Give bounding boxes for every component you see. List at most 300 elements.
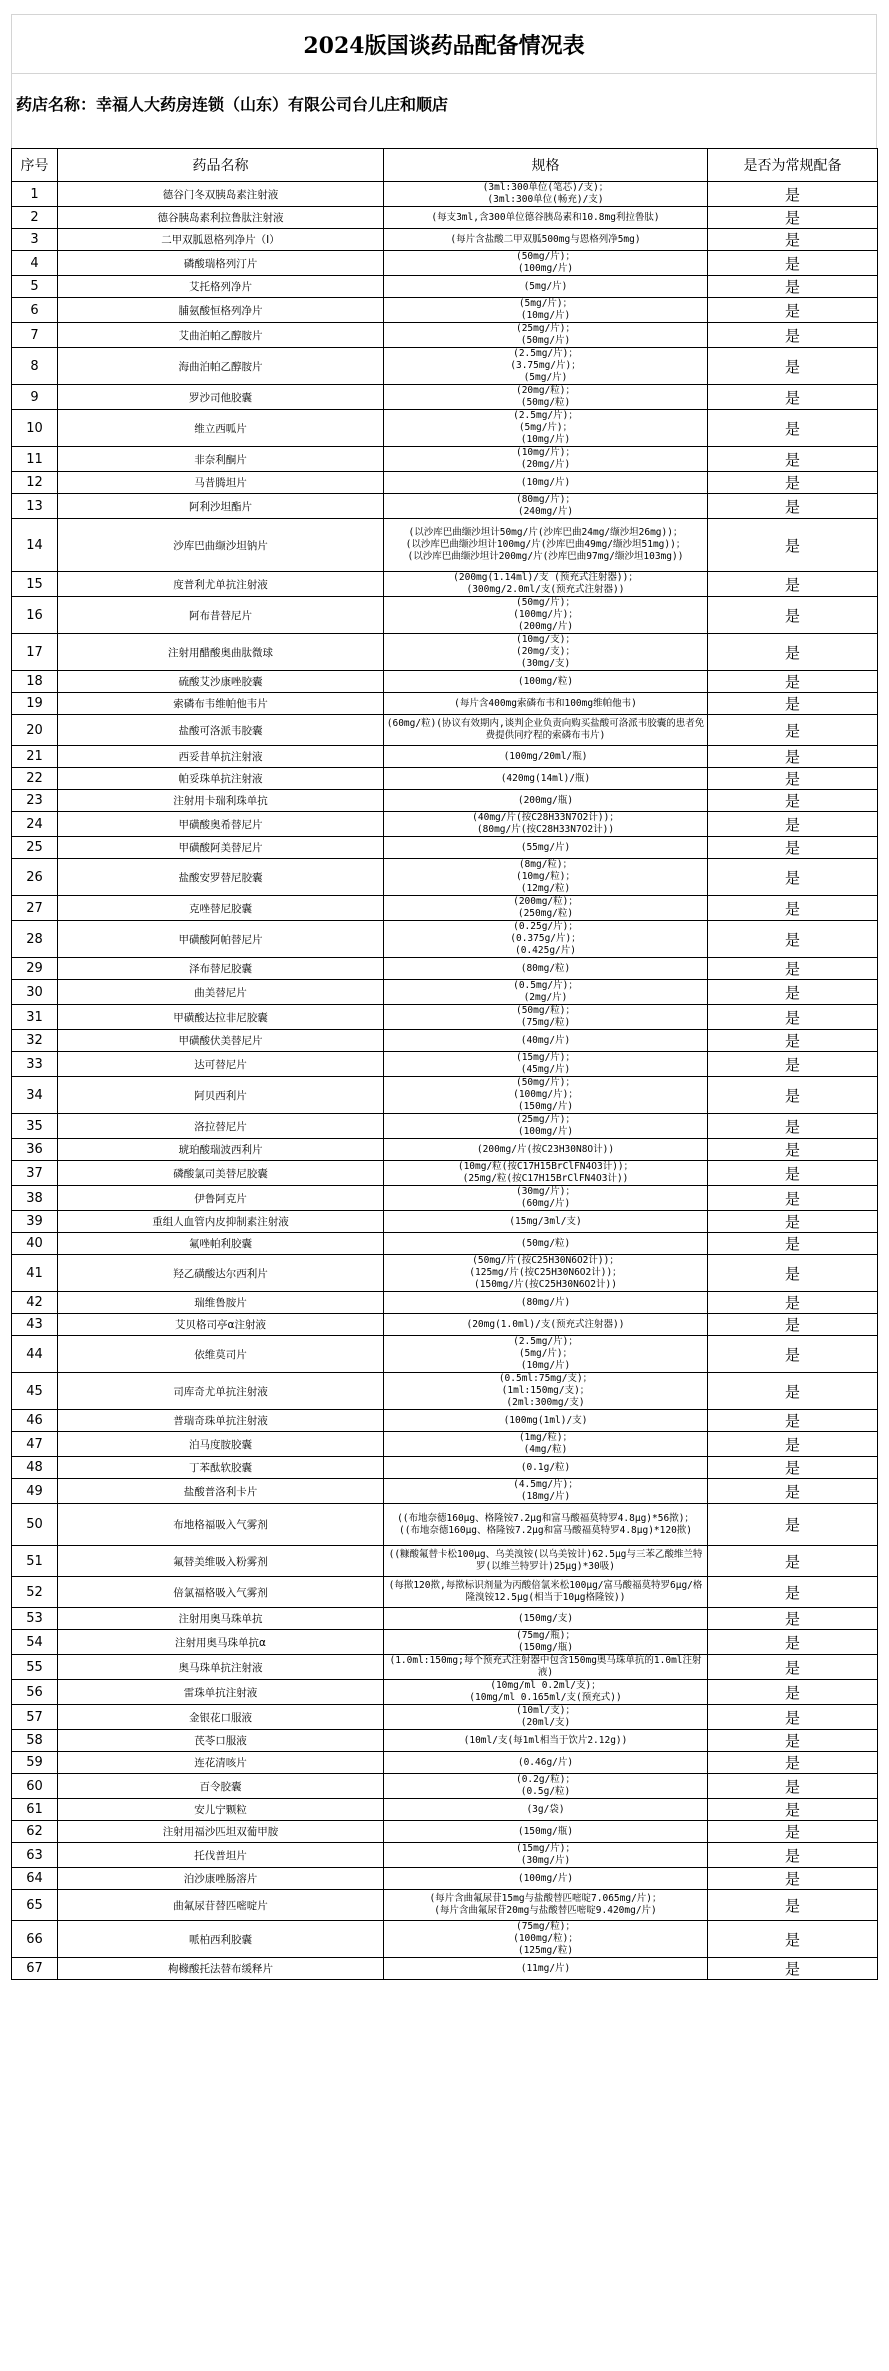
table-row [12, 1432, 878, 1457]
cell-spec: (3ml:300单位(笔芯)/支)； (3ml:300单位(畅充)/支) [384, 182, 708, 207]
cell-regular: 是 [708, 1577, 878, 1608]
table-row [12, 1680, 878, 1705]
cell-no: 25 [12, 837, 58, 859]
cell-no: 57 [12, 1705, 58, 1730]
cell-name: 瑞维鲁胺片 [58, 1292, 384, 1314]
cell-regular: 是 [708, 1608, 878, 1630]
cell-no: 9 [12, 385, 58, 410]
cell-name: 帕妥珠单抗注射液 [58, 768, 384, 790]
table-row [12, 1030, 878, 1052]
cell-no: 8 [12, 348, 58, 385]
cell-spec: (20mg(1.0ml)/支(预充式注射器)) [384, 1314, 708, 1336]
cell-no: 23 [12, 790, 58, 812]
cell-regular: 是 [708, 410, 878, 447]
cell-no: 2 [12, 207, 58, 229]
cell-spec: (5mg/片)； (10mg/片) [384, 298, 708, 323]
cell-no: 56 [12, 1680, 58, 1705]
cell-name: 伊鲁阿克片 [58, 1186, 384, 1211]
cell-regular: 是 [708, 1457, 878, 1479]
table-row [12, 1373, 878, 1410]
cell-no: 31 [12, 1005, 58, 1030]
cell-name: 曲氟尿苷替匹嘧啶片 [58, 1890, 384, 1921]
cell-no: 50 [12, 1504, 58, 1546]
cell-no: 34 [12, 1077, 58, 1114]
table-row [12, 634, 878, 671]
cell-no: 32 [12, 1030, 58, 1052]
cell-name: 芪苓口服液 [58, 1730, 384, 1752]
table-row [12, 671, 878, 693]
cell-spec: (50mg/片)； (100mg/片) [384, 251, 708, 276]
cell-no: 58 [12, 1730, 58, 1752]
table-row [12, 1077, 878, 1114]
cell-spec: (80mg/片) [384, 1292, 708, 1314]
cell-no: 21 [12, 746, 58, 768]
cell-name: 克唑替尼胶囊 [58, 896, 384, 921]
cell-regular: 是 [708, 1292, 878, 1314]
cell-regular: 是 [708, 251, 878, 276]
cell-name: 琥珀酸瑞波西利片 [58, 1139, 384, 1161]
table-row [12, 1255, 878, 1292]
cell-name: 达可替尼片 [58, 1052, 384, 1077]
cell-name: 磷酸瑞格列汀片 [58, 251, 384, 276]
cell-no: 3 [12, 229, 58, 251]
cell-spec: (200mg/粒)； (250mg/粒) [384, 896, 708, 921]
cell-no: 7 [12, 323, 58, 348]
cell-no: 22 [12, 768, 58, 790]
cell-regular: 是 [708, 276, 878, 298]
cell-spec: (150mg/瓶) [384, 1821, 708, 1843]
cell-no: 29 [12, 958, 58, 980]
table-row [12, 1921, 878, 1958]
cell-spec: (15mg/片)； (45mg/片) [384, 1052, 708, 1077]
cell-no: 15 [12, 572, 58, 597]
cell-no: 53 [12, 1608, 58, 1630]
cell-name: 司库奇尤单抗注射液 [58, 1373, 384, 1410]
table-row [12, 812, 878, 837]
cell-no: 52 [12, 1577, 58, 1608]
table-row [12, 1233, 878, 1255]
header-no: 序号 [12, 149, 58, 182]
cell-name: 海曲泊帕乙醇胺片 [58, 348, 384, 385]
cell-spec: (每揿120揿,每揿标识剂量为丙酸倍氯米松100μg/富马酸福莫特罗6μg/格隆溴铵12.5μg(相当于10μg格隆铵)) [384, 1577, 708, 1608]
cell-regular: 是 [708, 1077, 878, 1114]
cell-regular: 是 [708, 1890, 878, 1921]
cell-name: 德谷胰岛素利拉鲁肽注射液 [58, 207, 384, 229]
cell-spec: (40mg/片(按C28H33N7O2计))； (80mg/片(按C28H33N7O2计)) [384, 812, 708, 837]
cell-name: 氟唑帕利胶囊 [58, 1233, 384, 1255]
cell-no: 20 [12, 715, 58, 746]
table-row [12, 182, 878, 207]
cell-name: 雷珠单抗注射液 [58, 1680, 384, 1705]
cell-no: 43 [12, 1314, 58, 1336]
cell-no: 14 [12, 519, 58, 572]
cell-spec: (1.0ml:150mg;每个预充式注射器中包含150mg奥马珠单抗的1.0ml注射液) [384, 1655, 708, 1680]
cell-no: 54 [12, 1630, 58, 1655]
table-row [12, 519, 878, 572]
cell-name: 沙库巴曲缬沙坦钠片 [58, 519, 384, 572]
cell-spec: (50mg/粒)； (75mg/粒) [384, 1005, 708, 1030]
table-row [12, 1114, 878, 1139]
cell-name: 重组人血管内皮抑制素注射液 [58, 1211, 384, 1233]
cell-no: 51 [12, 1546, 58, 1577]
cell-regular: 是 [708, 921, 878, 958]
cell-spec: (25mg/片)； (50mg/片) [384, 323, 708, 348]
table-row [12, 472, 878, 494]
cell-name: 注射用醋酸奥曲肽微球 [58, 634, 384, 671]
table-row [12, 1336, 878, 1373]
cell-regular: 是 [708, 837, 878, 859]
cell-regular: 是 [708, 572, 878, 597]
cell-spec: (10ml/支(每1ml相当于饮片2.12g)) [384, 1730, 708, 1752]
table-row [12, 323, 878, 348]
table-row [12, 1821, 878, 1843]
cell-spec: (10mg/支)； (20mg/支)； (30mg/支) [384, 634, 708, 671]
header-regular: 是否为常规配备 [708, 149, 878, 182]
table-row [12, 921, 878, 958]
table-row [12, 980, 878, 1005]
table-row [12, 715, 878, 746]
cell-no: 33 [12, 1052, 58, 1077]
cell-regular: 是 [708, 812, 878, 837]
cell-regular: 是 [708, 1161, 878, 1186]
cell-name: 注射用卡瑞利珠单抗 [58, 790, 384, 812]
cell-regular: 是 [708, 1410, 878, 1432]
cell-regular: 是 [708, 323, 878, 348]
cell-no: 46 [12, 1410, 58, 1432]
table-row [12, 1958, 878, 1980]
cell-name: 甲磺酸阿美替尼片 [58, 837, 384, 859]
document [11, 14, 877, 1980]
cell-regular: 是 [708, 1546, 878, 1577]
cell-spec: (10mg/粒(按C17H15BrClFN4O3计))； (25mg/粒(按C17H15BrClFN4O3计)) [384, 1161, 708, 1186]
cell-name: 注射用福沙匹坦双葡甲胺 [58, 1821, 384, 1843]
cell-name: 金银花口服液 [58, 1705, 384, 1730]
store-line [11, 73, 877, 132]
cell-no: 18 [12, 671, 58, 693]
cell-name: 艾贝格司亭α注射液 [58, 1314, 384, 1336]
cell-name: 阿利沙坦酯片 [58, 494, 384, 519]
cell-regular: 是 [708, 1752, 878, 1774]
table-row [12, 1139, 878, 1161]
cell-regular: 是 [708, 1730, 878, 1752]
cell-regular: 是 [708, 1958, 878, 1980]
cell-name: 泊马度胺胶囊 [58, 1432, 384, 1457]
cell-name: 盐酸安罗替尼胶囊 [58, 859, 384, 896]
cell-name: 盐酸可洛派韦胶囊 [58, 715, 384, 746]
table-row [12, 1868, 878, 1890]
cell-name: 维立西呱片 [58, 410, 384, 447]
cell-regular: 是 [708, 896, 878, 921]
cell-regular: 是 [708, 1705, 878, 1730]
cell-name: 枸橼酸托法替布缓释片 [58, 1958, 384, 1980]
table-row [12, 1410, 878, 1432]
cell-regular: 是 [708, 1005, 878, 1030]
table-row [12, 1630, 878, 1655]
cell-regular: 是 [708, 746, 878, 768]
cell-spec: (420mg(14ml)/瓶) [384, 768, 708, 790]
cell-no: 38 [12, 1186, 58, 1211]
cell-spec: (75mg/粒)； (100mg/粒)； (125mg/粒) [384, 1921, 708, 1958]
cell-regular: 是 [708, 1211, 878, 1233]
cell-no: 17 [12, 634, 58, 671]
cell-spec: (10ml/支)； (20ml/支) [384, 1705, 708, 1730]
cell-regular: 是 [708, 958, 878, 980]
cell-no: 40 [12, 1233, 58, 1255]
cell-no: 5 [12, 276, 58, 298]
cell-spec: (0.46g/片) [384, 1752, 708, 1774]
cell-spec: (每片含盐酸二甲双胍500mg与恩格列净5mg) [384, 229, 708, 251]
cell-spec: (每片含曲氟尿苷15mg与盐酸替匹嘧啶7.065mg/片)； (每片含曲氟尿苷20mg与盐酸替匹嘧啶9.420mg/片) [384, 1890, 708, 1921]
table-row [12, 251, 878, 276]
cell-name: 安儿宁颗粒 [58, 1799, 384, 1821]
cell-spec: (4.5mg/片)； (18mg/片) [384, 1479, 708, 1504]
table-row [12, 1752, 878, 1774]
cell-no: 36 [12, 1139, 58, 1161]
table-row [12, 229, 878, 251]
table-row [12, 1799, 878, 1821]
cell-spec: (80mg/片)； (240mg/片) [384, 494, 708, 519]
table-row [12, 1005, 878, 1030]
cell-spec: (10mg/ml 0.2ml/支)； (10mg/ml 0.165ml/支(预充式)) [384, 1680, 708, 1705]
cell-regular: 是 [708, 1479, 878, 1504]
cell-regular: 是 [708, 1030, 878, 1052]
table-row [12, 1504, 878, 1546]
table-row [12, 1479, 878, 1504]
cell-no: 24 [12, 812, 58, 837]
cell-spec: (2.5mg/片)； (5mg/片)； (10mg/片) [384, 1336, 708, 1373]
table-row [12, 693, 878, 715]
cell-name: 甲磺酸阿帕替尼片 [58, 921, 384, 958]
cell-name: 甲磺酸奥希替尼片 [58, 812, 384, 837]
cell-spec: (150mg/支) [384, 1608, 708, 1630]
cell-no: 30 [12, 980, 58, 1005]
cell-no: 65 [12, 1890, 58, 1921]
table-row [12, 348, 878, 385]
cell-spec: (100mg/片) [384, 1868, 708, 1890]
table-row [12, 1774, 878, 1799]
cell-name: 度普利尤单抗注射液 [58, 572, 384, 597]
cell-no: 19 [12, 693, 58, 715]
cell-regular: 是 [708, 1680, 878, 1705]
cell-spec: (100mg(1ml)/支) [384, 1410, 708, 1432]
cell-spec: (55mg/片) [384, 837, 708, 859]
header-spec: 规格 [384, 149, 708, 182]
cell-spec: (3g/袋) [384, 1799, 708, 1821]
cell-name: 甲磺酸伏美替尼片 [58, 1030, 384, 1052]
cell-name: 注射用奥马珠单抗 [58, 1608, 384, 1630]
cell-no: 41 [12, 1255, 58, 1292]
cell-spec: (10mg/片) [384, 472, 708, 494]
table-row [12, 958, 878, 980]
cell-no: 47 [12, 1432, 58, 1457]
cell-no: 26 [12, 859, 58, 896]
cell-regular: 是 [708, 1921, 878, 1958]
cell-spec: (以沙库巴曲缬沙坦计50mg/片(沙库巴曲24mg/缬沙坦26mg))； (以沙库巴曲缬沙坦计100mg/片(沙库巴曲49mg/缬沙坦51mg))； (以沙库巴曲缬沙坦计200mg/片(沙库巴曲97mg/缬沙坦103mg)) [384, 519, 708, 572]
cell-name: 曲美替尼片 [58, 980, 384, 1005]
cell-spec: (200mg/瓶) [384, 790, 708, 812]
cell-regular: 是 [708, 1255, 878, 1292]
cell-name: 泊沙康唑肠溶片 [58, 1868, 384, 1890]
cell-regular: 是 [708, 1314, 878, 1336]
cell-no: 44 [12, 1336, 58, 1373]
cell-name: 羟乙磺酸达尔西利片 [58, 1255, 384, 1292]
cell-name: 泽布替尼胶囊 [58, 958, 384, 980]
cell-regular: 是 [708, 1373, 878, 1410]
table-row [12, 768, 878, 790]
cell-name: 阿贝西利片 [58, 1077, 384, 1114]
cell-regular: 是 [708, 715, 878, 746]
cell-spec: (0.2g/粒)； (0.5g/粒) [384, 1774, 708, 1799]
cell-no: 12 [12, 472, 58, 494]
cell-spec: (100mg/粒) [384, 671, 708, 693]
table-row [12, 207, 878, 229]
cell-spec: (15mg/3ml/支) [384, 1211, 708, 1233]
cell-spec: (5mg/片) [384, 276, 708, 298]
cell-regular: 是 [708, 693, 878, 715]
cell-regular: 是 [708, 1504, 878, 1546]
cell-no: 49 [12, 1479, 58, 1504]
cell-name: 罗沙司他胶囊 [58, 385, 384, 410]
cell-spec: (40mg/片) [384, 1030, 708, 1052]
cell-spec: (50mg/片)； (100mg/片)； (200mg/片) [384, 597, 708, 634]
cell-name: 西妥昔单抗注射液 [58, 746, 384, 768]
cell-no: 35 [12, 1114, 58, 1139]
cell-spec: (50mg/片)； (100mg/片)； (150mg/片) [384, 1077, 708, 1114]
cell-no: 61 [12, 1799, 58, 1821]
cell-spec: (80mg/粒) [384, 958, 708, 980]
cell-regular: 是 [708, 634, 878, 671]
cell-name: 甲磺酸达拉非尼胶囊 [58, 1005, 384, 1030]
table-row [12, 746, 878, 768]
cell-name: 哌柏西利胶囊 [58, 1921, 384, 1958]
cell-name: 氟替美维吸入粉雾剂 [58, 1546, 384, 1577]
table-row [12, 1211, 878, 1233]
cell-spec: (1mg/粒)； (4mg/粒) [384, 1432, 708, 1457]
cell-spec: (8mg/粒)； (10mg/粒)； (12mg/粒) [384, 859, 708, 896]
cell-regular: 是 [708, 1052, 878, 1077]
cell-name: 洛拉替尼片 [58, 1114, 384, 1139]
cell-spec: (2.5mg/片)； (3.75mg/片)； (5mg/片) [384, 348, 708, 385]
cell-spec: (100mg/20ml/瓶) [384, 746, 708, 768]
table-row [12, 1186, 878, 1211]
cell-name: 布地格福吸入气雾剂 [58, 1504, 384, 1546]
table-row [12, 1052, 878, 1077]
cell-regular: 是 [708, 1843, 878, 1868]
cell-name: 艾托格列净片 [58, 276, 384, 298]
cell-name: 德谷门冬双胰岛素注射液 [58, 182, 384, 207]
table-row [12, 1577, 878, 1608]
table-row [12, 1705, 878, 1730]
cell-spec: (200mg(1.14ml)/支 (预充式注射器))； (300mg/2.0ml/支(预充式注射器)) [384, 572, 708, 597]
drug-table [11, 148, 878, 1980]
cell-regular: 是 [708, 229, 878, 251]
cell-regular: 是 [708, 1432, 878, 1457]
cell-regular: 是 [708, 1630, 878, 1655]
cell-name: 脯氨酸恒格列净片 [58, 298, 384, 323]
cell-spec: (75mg/瓶)； (150mg/瓶) [384, 1630, 708, 1655]
cell-spec: (0.25g/片)； (0.375g/片)； (0.425g/片) [384, 921, 708, 958]
cell-name: 丁苯酞软胶囊 [58, 1457, 384, 1479]
cell-regular: 是 [708, 1233, 878, 1255]
table-row [12, 1608, 878, 1630]
cell-no: 67 [12, 1958, 58, 1980]
cell-no: 59 [12, 1752, 58, 1774]
table-row [12, 790, 878, 812]
cell-no: 27 [12, 896, 58, 921]
cell-no: 16 [12, 597, 58, 634]
spacer [11, 132, 877, 148]
cell-no: 10 [12, 410, 58, 447]
cell-no: 1 [12, 182, 58, 207]
table-row [12, 597, 878, 634]
cell-regular: 是 [708, 597, 878, 634]
cell-no: 48 [12, 1457, 58, 1479]
cell-regular: 是 [708, 207, 878, 229]
table-row [12, 494, 878, 519]
table-row [12, 1314, 878, 1336]
cell-regular: 是 [708, 768, 878, 790]
cell-name: 注射用奥马珠单抗α [58, 1630, 384, 1655]
cell-no: 55 [12, 1655, 58, 1680]
cell-name: 阿布昔替尼片 [58, 597, 384, 634]
table-row [12, 1843, 878, 1868]
cell-no: 42 [12, 1292, 58, 1314]
cell-spec: ((布地奈德160μg、格隆铵7.2μg和富马酸福莫特罗4.8μg)*56揿)； ((布地奈德160μg、格隆铵7.2μg和富马酸福莫特罗4.8μg)*120揿) [384, 1504, 708, 1546]
cell-name: 托伐普坦片 [58, 1843, 384, 1868]
table-row [12, 447, 878, 472]
cell-name: 普瑞奇珠单抗注射液 [58, 1410, 384, 1432]
cell-spec: (200mg/片(按C23H30N8O计)) [384, 1139, 708, 1161]
table-row [12, 1292, 878, 1314]
cell-regular: 是 [708, 1868, 878, 1890]
cell-no: 28 [12, 921, 58, 958]
table-row [12, 410, 878, 447]
cell-no: 45 [12, 1373, 58, 1410]
cell-regular: 是 [708, 494, 878, 519]
cell-spec: (25mg/片)； (100mg/片) [384, 1114, 708, 1139]
table-row [12, 859, 878, 896]
cell-regular: 是 [708, 1336, 878, 1373]
cell-name: 倍氯福格吸入气雾剂 [58, 1577, 384, 1608]
table-row [12, 385, 878, 410]
cell-spec: (30mg/片)； (60mg/片) [384, 1186, 708, 1211]
table-row [12, 276, 878, 298]
cell-spec: (60mg/粒)(协议有效期内,谈判企业负责向购买盐酸可洛派韦胶囊的患者免费提供同疗程的索磷布韦片) [384, 715, 708, 746]
table-row [12, 1890, 878, 1921]
cell-regular: 是 [708, 182, 878, 207]
cell-spec: (10mg/片)； (20mg/片) [384, 447, 708, 472]
table-header-row [12, 149, 878, 182]
table-row [12, 1546, 878, 1577]
cell-no: 4 [12, 251, 58, 276]
header-name: 药品名称 [58, 149, 384, 182]
table-row [12, 1655, 878, 1680]
cell-regular: 是 [708, 385, 878, 410]
cell-regular: 是 [708, 790, 878, 812]
cell-no: 13 [12, 494, 58, 519]
cell-spec: (50mg/片(按C25H30N6O2计))； (125mg/片(按C25H30N6O2计))； (150mg/片(按C25H30N6O2计)) [384, 1255, 708, 1292]
table-row [12, 1730, 878, 1752]
cell-spec: (0.5ml:75mg/支)； (1ml:150mg/支)； (2ml:300mg/支) [384, 1373, 708, 1410]
cell-spec: (11mg/片) [384, 1958, 708, 1980]
cell-name: 百令胶囊 [58, 1774, 384, 1799]
cell-name: 连花清咳片 [58, 1752, 384, 1774]
table-row [12, 837, 878, 859]
cell-regular: 是 [708, 1774, 878, 1799]
cell-regular: 是 [708, 447, 878, 472]
cell-regular: 是 [708, 298, 878, 323]
cell-name: 依维莫司片 [58, 1336, 384, 1373]
